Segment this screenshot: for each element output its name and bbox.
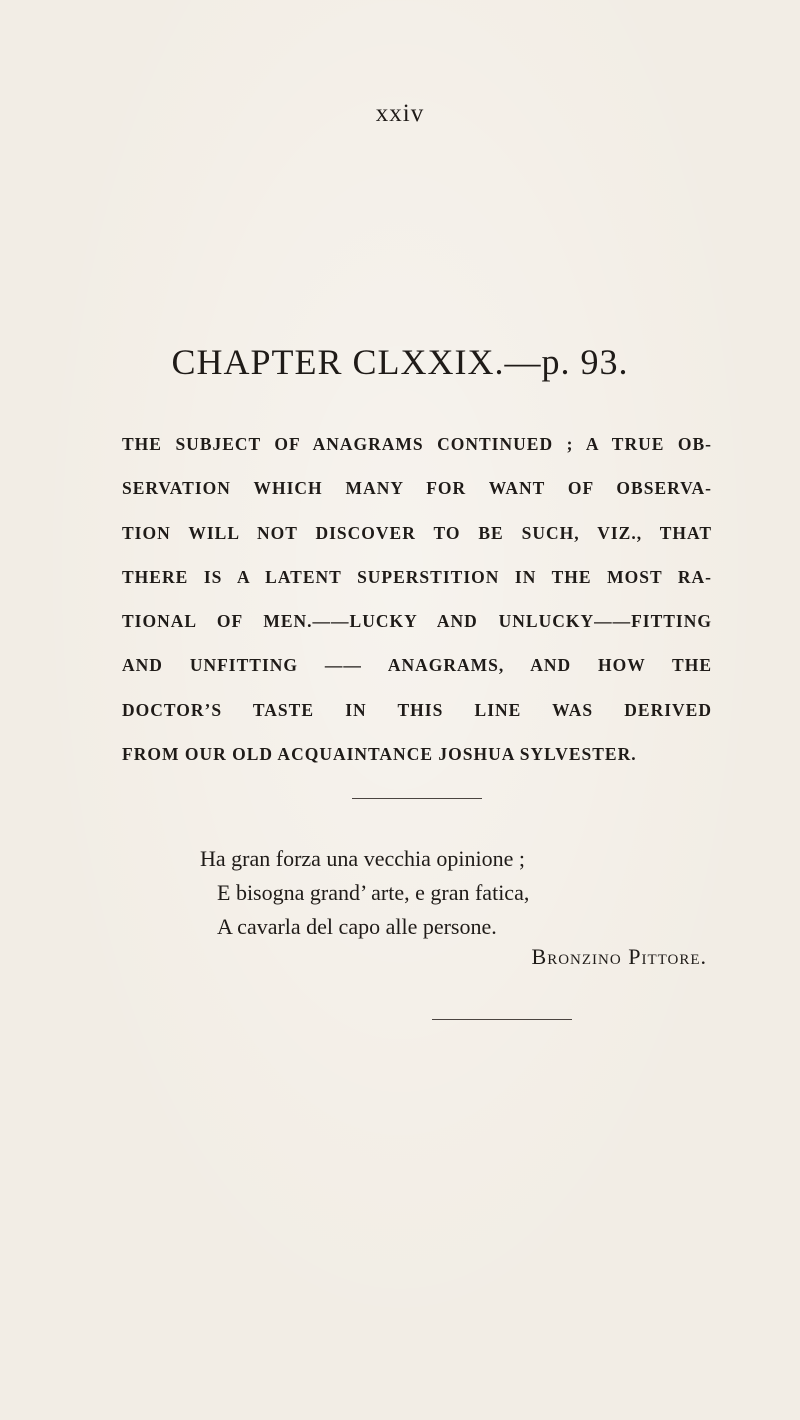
section-divider <box>432 1019 572 1020</box>
chapter-summary <box>122 422 712 776</box>
summary-line: SERVATION WHICH MANY FOR WANT OF OBSERVA- <box>122 478 712 499</box>
page-number: xxiv <box>375 100 425 127</box>
chapter-heading: CHAPTER CLXXIX.—p. 93. <box>171 342 629 382</box>
verse-line: A cavarla del capo alle persone. <box>217 914 497 939</box>
summary-line: TION WILL NOT DISCOVER TO BE SUCH, VIZ., THAT <box>122 522 712 543</box>
epigraph-verse <box>200 842 720 944</box>
summary-line: DOCTOR’S TASTE IN THIS LINE WAS DERIVED <box>122 699 712 720</box>
verse-line: E bisogna grand’ arte, e gran fatica, <box>217 880 530 905</box>
summary-line: THE SUBJECT OF ANAGRAMS CONTINUED ; A TRUE OB- <box>122 434 712 454</box>
summary-line: AND UNFITTING —— ANAGRAMS, AND HOW THE <box>122 655 712 676</box>
summary-line: THERE IS A LATENT SUPERSTITION IN THE MOST RA- <box>122 566 712 587</box>
verse-line: Ha gran forza una vecchia opinione ; <box>200 846 525 871</box>
section-divider <box>352 798 482 799</box>
summary-line: TIONAL OF MEN.——LUCKY AND UNLUCKY——FITTING <box>122 611 712 632</box>
epigraph-attribution: Bronzino Pittore. <box>531 944 707 969</box>
summary-line: FROM OUR OLD ACQUAINTANCE JOSHUA SYLVESTER. <box>122 744 637 765</box>
